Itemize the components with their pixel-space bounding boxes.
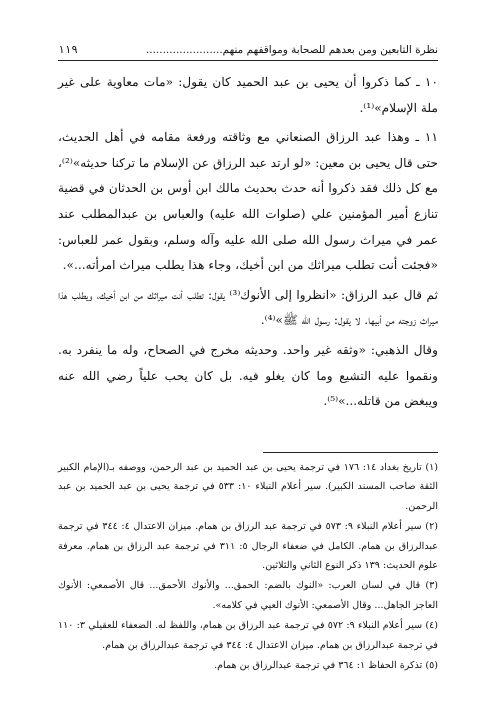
paragraph-11: ١١ ـ وهذا عبد الرزاق الصنعاني مع وثاقته ورفعة مقامه في أهل الحديث، حتى قال يحيى بن معين: «لو ارتد عبد الرزاق عن الإسلام ما تركنا حديثه»⁽²⁾، مع كل ذلك فقد ذكروا أنه حدث بحديث مالك ابن أوس بن الحدثان في قضية تنازع أمير المؤمنين علي (صلوات الله عليه) والعباس بن عبدالمطلب عند عمر في ميراث رسول الله صلى الله عليه وآله وسلم، وبقول عمر للعباس: «فجئت أنت تطلب ميراثك من ابن أخيك، وجاء هذا يطلب ميراث امرأته...». (58, 130, 438, 273)
footnote-5: (٥) تذكرة الحفاظ ١: ٣٦٤ في ترجمة عبدالرزاق بن همام. (214, 660, 438, 672)
footnotes (58, 458, 438, 676)
paragraph-dhahabi: وقال الذهبي: «وثقه غير واحد. وحديثه مخرج في الصحاح، وله ما ينفرد به. ونقموا عليه التشيع وما كان يغلو فيه. بل كان يحب علياً رضي الله عنه ويبغض من قاتله...»⁽⁵⁾. (58, 342, 438, 409)
main-text (58, 70, 438, 419)
page-number: ١١٩ (58, 43, 78, 56)
paragraph-10: ١٠ ـ كما ذكروا أن يحيى بن عبد الحميد كان يقول: «مات معاوية على غير ملة الإسلام»⁽¹⁾. (58, 75, 438, 115)
running-title: نظرة التابعين ومن بعدهم للصحابة ومواقفهم منهم....................... (145, 44, 438, 56)
running-header (58, 40, 438, 61)
paragraph-abdulrazzaq-quote: ثم قال عبد الرزاق: «انظروا إلى الأنوك⁽³⁾ يقول: تطلب أنت ميراثك من ابن أخيك، ويطلب هذا ميراث زوجته من أبيها. لا يقول: رسول الله ﷺ»⁽⁴⁾. (58, 287, 438, 328)
footnote-1: (١) تاريخ بغداد ١٤: ١٧٦ في ترجمة يحيى بن عبد الحميد بن عبد الرحمن، ووصفه بـ(الإمام الكبير الثقة صاحب المسند الكبير). سير أعلام النبلاء ١٠: ٥٣٣ في ترجمة يحيى بن عبد الحميد بن عبد الرحمن. (58, 462, 438, 512)
footnote-divider (263, 452, 438, 453)
footnote-3: (٣) قال في لسان العرب: «النوك بالضم: الحمق... والأنوك الأحمق... قال الأصمعي: الأنوك العاجز الجاهل... وقال الأصمعي: الأنوك العيي في كلامه». (58, 580, 438, 611)
footnote-2: (٢) سير أعلام النبلاء ٩: ٥٧٣ في ترجمة عبد الرزاق بن همام. ميزان الاعتدال ٤: ٣٤٤ في ترجمة عبدالرزاق بن همام. الكامل في ضعفاء الرجال ٥: ٣١١ في ترجمة عبد الرزاق بن همام. معرفة علوم الحديث: ١٣٩ ذكر النوع الثاني والثلاثين. (58, 521, 439, 572)
footnote-4: (٤) سير أعلام النبلاء ٩: ٥٧٢ في ترجمة عبد الرزاق بن همام، واللفظ له. الضعفاء للعقيلي ٣: ١١٠ في ترجمة عبدالرزاق بن همام. ميزان الاعتدال ٤: ٣٤٤ في ترجمة عبدالرزاق بن همام. (58, 620, 438, 651)
